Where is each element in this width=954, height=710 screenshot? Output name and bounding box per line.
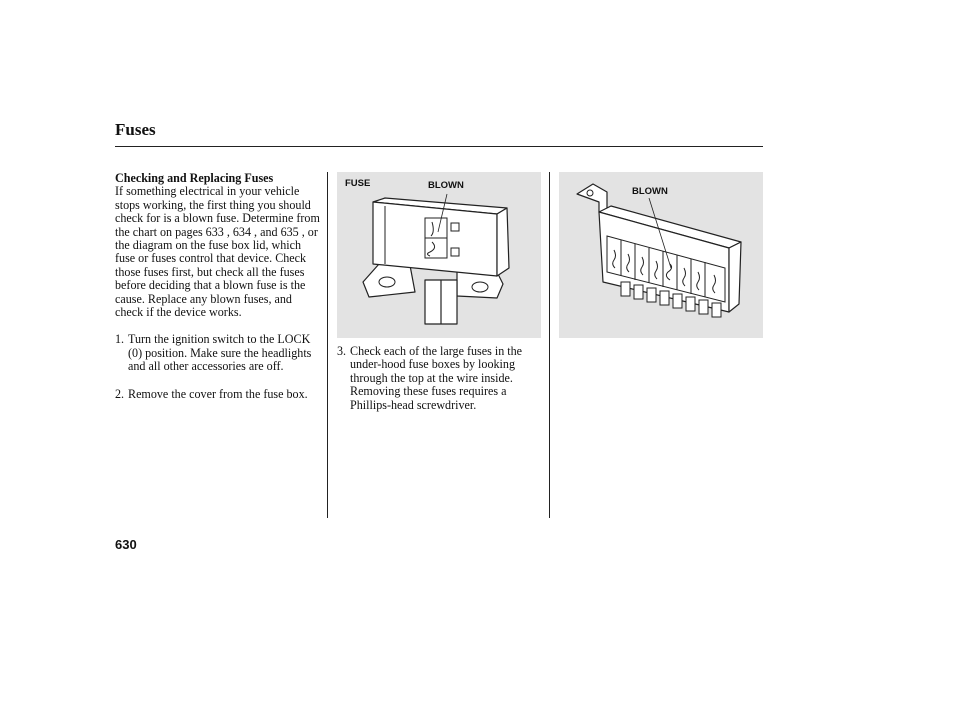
step-number: 1. xyxy=(115,332,125,347)
blown-label: BLOWN xyxy=(632,186,668,197)
step-text: Check each of the large fuses in the under-hood fuse boxes by looking through the top at the wire inside. Removing these fuses requires a Phillips-head screwdriver. xyxy=(350,344,523,412)
step-text: Turn the ignition switch to the LOCK (0) position. Make sure the headlights and all other accessories are off. xyxy=(128,332,312,374)
page-number: 630 xyxy=(115,537,137,552)
column-divider-1 xyxy=(327,172,328,518)
middle-column xyxy=(337,345,542,412)
blown-label: BLOWN xyxy=(428,180,464,191)
step-item-2 xyxy=(115,388,320,401)
column-divider-2 xyxy=(549,172,550,518)
title-rule xyxy=(115,146,763,147)
fuse-block-illustration xyxy=(559,172,763,338)
section-subheading: Checking and Replacing Fuses xyxy=(115,171,274,185)
fuse-block-figure xyxy=(559,172,763,338)
left-column xyxy=(115,172,320,401)
fuse-label: FUSE xyxy=(345,178,371,189)
steps-list-continued xyxy=(337,345,542,412)
step-number: 3. xyxy=(337,344,347,358)
step-item-3 xyxy=(337,345,542,412)
large-fuse-illustration xyxy=(337,172,541,338)
large-fuse-figure xyxy=(337,172,541,338)
steps-list xyxy=(115,333,320,401)
step-text: Remove the cover from the fuse box. xyxy=(128,386,308,401)
step-number: 2. xyxy=(115,386,125,401)
step-item-1 xyxy=(115,333,320,373)
intro-paragraph: If something electrical in your vehicle stops working, the first thing you should check for is a blown fuse. Determine from the chart on pages 633 , 634 , and 635 , or the diagram on the fuse box lid, which fuse or fuses control that device. Check those fuses first, but check all the fuses before deciding that a blown fuse is the cause. Replace any blown fuses, and check if the device works. xyxy=(115,184,320,320)
page-title: Fuses xyxy=(115,120,156,139)
